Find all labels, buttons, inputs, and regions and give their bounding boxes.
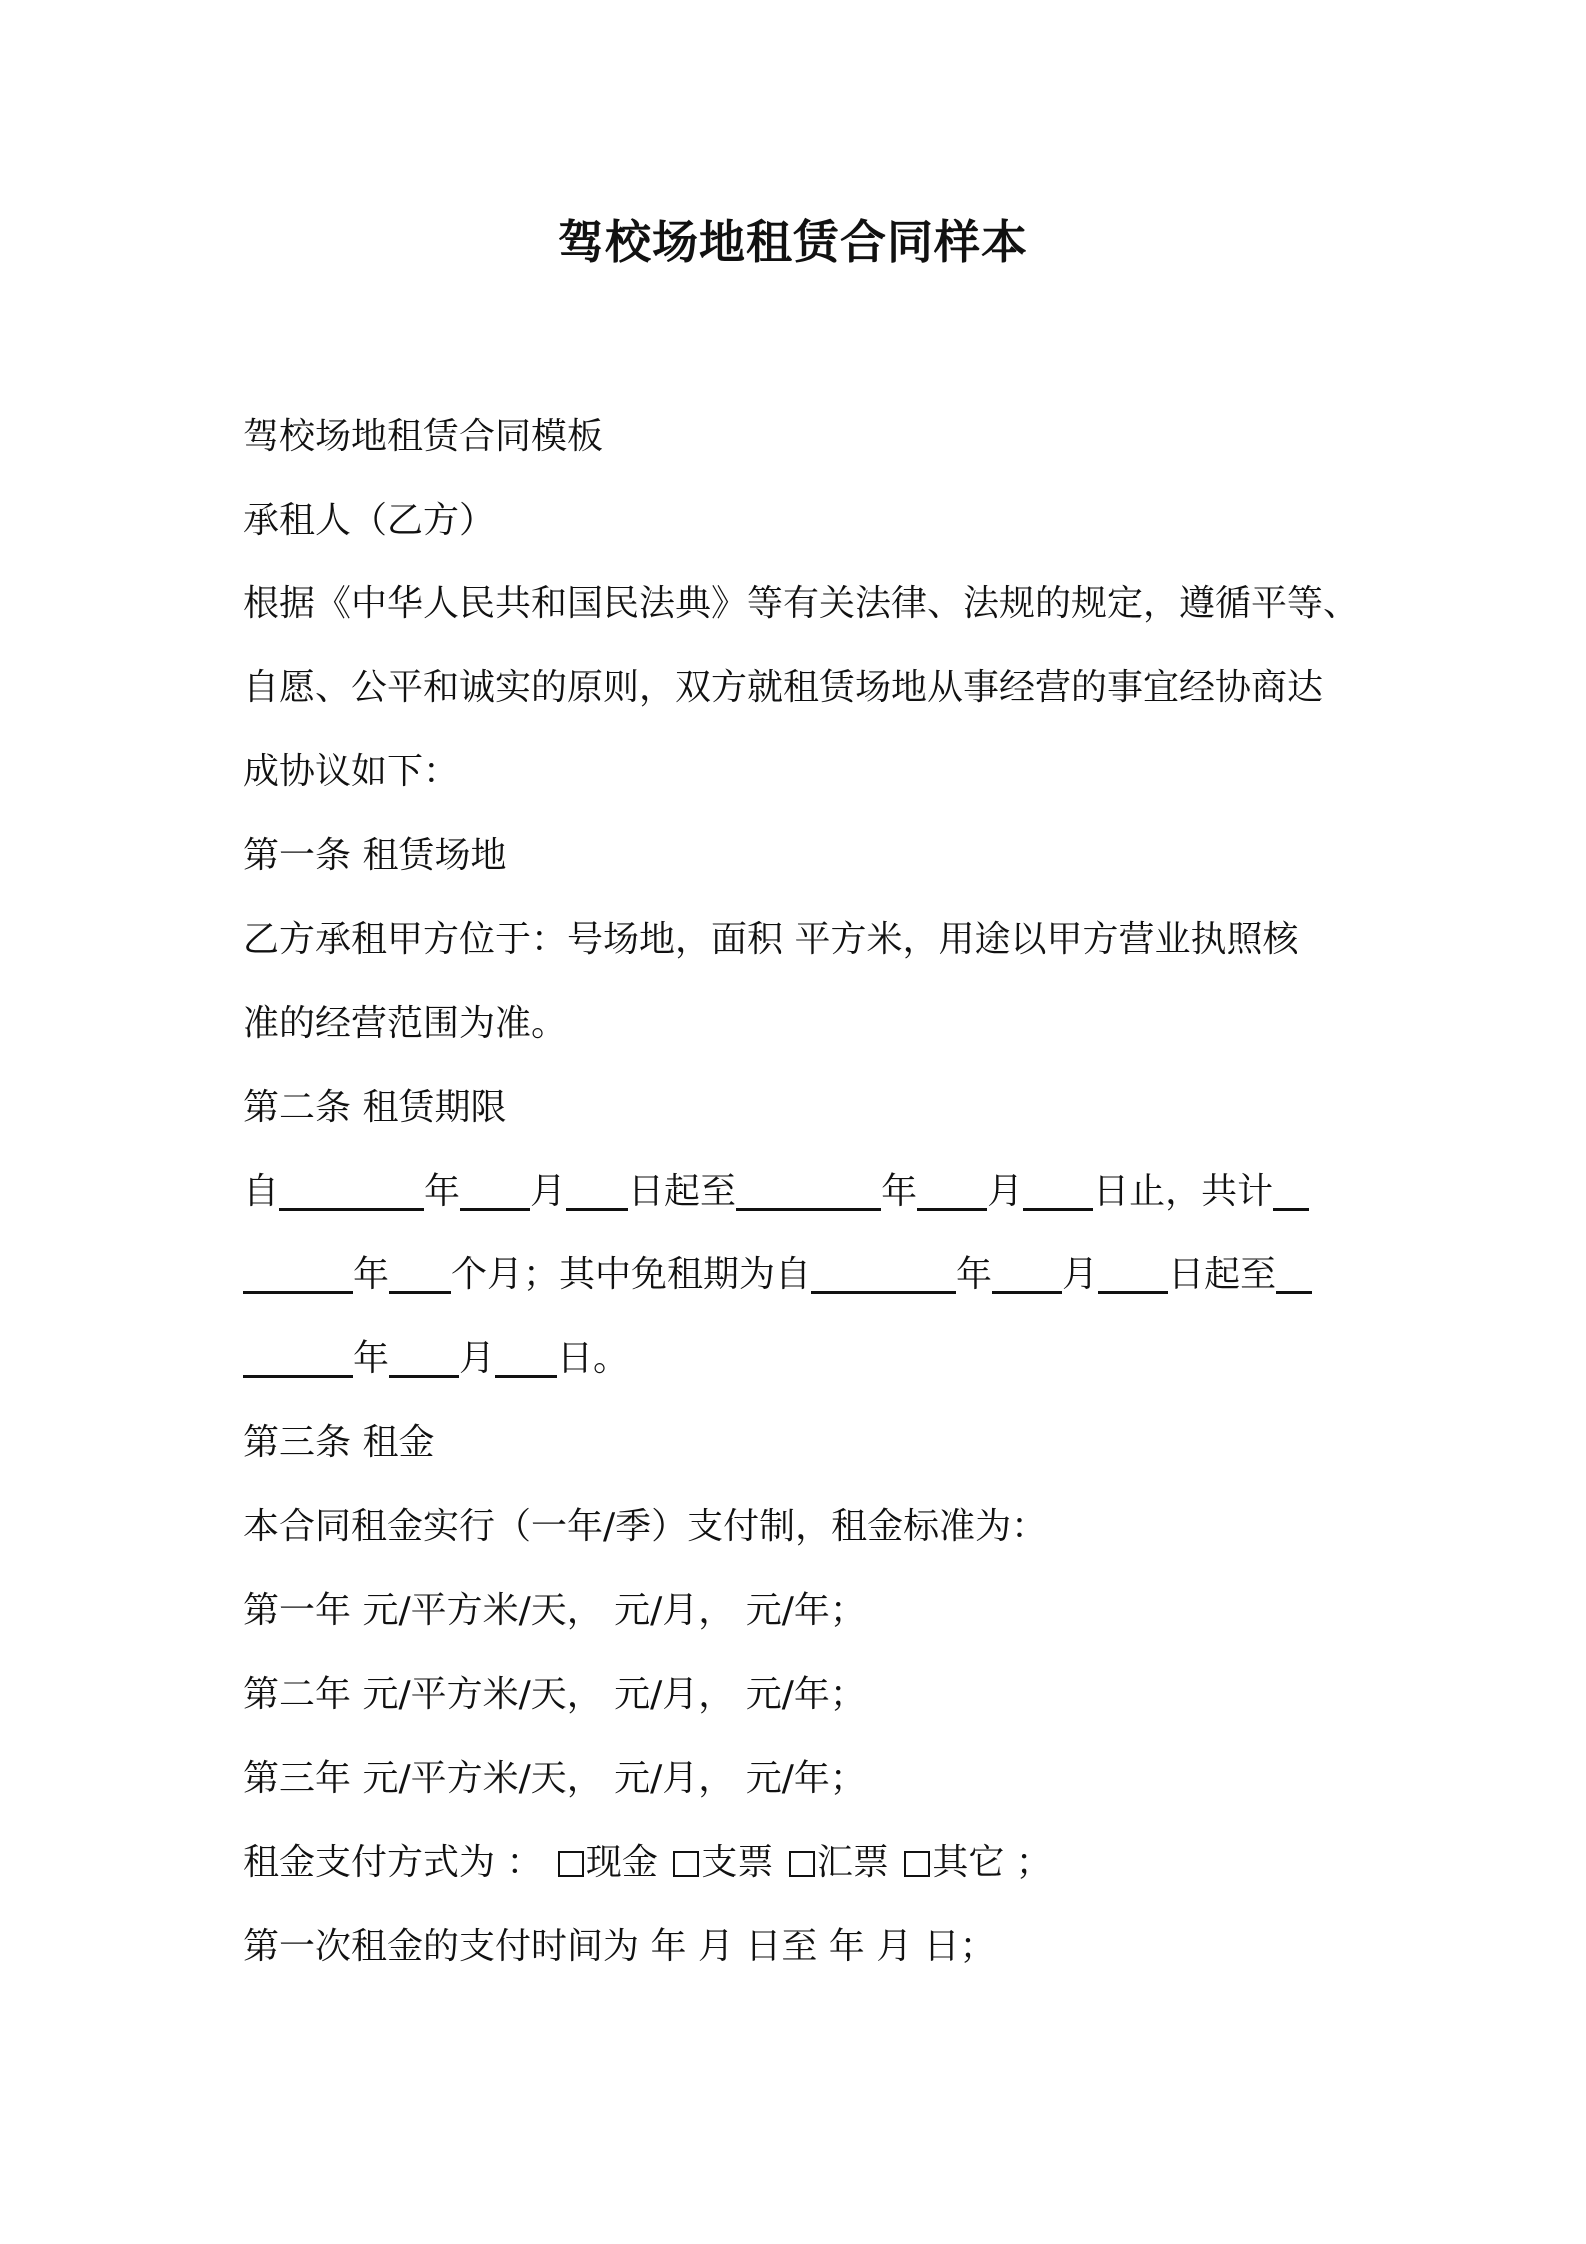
blank-start-year[interactable] [279,1172,424,1211]
intro-line-3: 成协议如下： [243,751,460,792]
blank-start-month[interactable] [460,1172,530,1211]
text-yue: 月 [530,1171,567,1212]
document-subtitle: 驾校场地租赁合同模板 [243,416,604,457]
blank-end-month[interactable] [917,1172,987,1211]
article-1-heading: 第一条 租赁场地 [243,835,507,876]
text-riqizhi: 日起至 [1168,1254,1277,1295]
lease-term-line-3 [243,1332,629,1386]
text-nian: 年 [353,1338,390,1379]
intro-line-1: 根据《中华人民共和国民法典》等有关法律、法规的规定，遵循平等、 [243,583,1360,624]
text-nian: 年 [881,1171,918,1212]
blank-end-day[interactable] [1023,1172,1093,1211]
text-yue: 月 [987,1171,1024,1212]
blank-start-day[interactable] [566,1172,628,1211]
article-1-line-1: 乙方承租甲方位于：号场地，面积 平方米，用途以甲方营业执照核 [243,919,1299,960]
article-3-heading: 第三条 租金 [243,1422,435,1463]
text-rizhi-gongji: 日止，共计 [1093,1171,1274,1212]
checkbox-cash[interactable] [558,1851,584,1877]
blank-total-years[interactable] [243,1255,353,1294]
option-other-label: 其它 [932,1842,1005,1883]
text-nian: 年 [353,1254,390,1295]
text-yue: 月 [1062,1254,1099,1295]
rent-system-line: 本合同租金实行（一年/季）支付制，租金标准为： [243,1506,1048,1547]
blank-free-end-year[interactable] [243,1339,353,1378]
text-zi: 自 [243,1171,280,1212]
blank-free-start-year[interactable] [811,1255,956,1294]
checkbox-draft[interactable] [789,1851,815,1877]
lease-term-line-2 [243,1248,1312,1302]
text-nian: 年 [424,1171,461,1212]
party-b-label: 承租人（乙方） [243,500,496,541]
lease-term-line-1 [243,1165,1309,1219]
rent-year-2: 第二年 元/平方米/天， 元/月， 元/年； [243,1674,866,1715]
first-payment-line: 第一次租金的支付时间为 年 月 日至 年 月 日； [243,1926,996,1967]
payment-method-label: 租金支付方式为 ： [243,1842,543,1883]
document-title: 驾校场地租赁合同样本 [558,215,1028,269]
blank-free-start-month[interactable] [992,1255,1062,1294]
option-check-label: 支票 [701,1842,774,1883]
option-draft-label: 汇票 [816,1842,889,1883]
article-1-line-2: 准的经营范围为准。 [243,1003,568,1044]
blank-free-end-year-start[interactable] [1276,1255,1312,1294]
text-ri-end: 日。 [557,1338,630,1379]
checkbox-check[interactable] [673,1851,699,1877]
text-geyue-mianzu: 个月；其中免租期为自 [451,1254,812,1295]
text-yue: 月 [459,1338,496,1379]
intro-line-2: 自愿、公平和诚实的原则，双方就租赁场地从事经营的事宜经协商达 [243,667,1324,708]
blank-end-year[interactable] [736,1172,881,1211]
text-riqizhi: 日起至 [628,1171,737,1212]
blank-free-end-day[interactable] [495,1339,557,1378]
blank-total-years-start[interactable] [1273,1172,1309,1211]
text-nian: 年 [956,1254,993,1295]
rent-year-1: 第一年 元/平方米/天， 元/月， 元/年； [243,1590,866,1631]
rent-year-3: 第三年 元/平方米/天， 元/月， 元/年； [243,1758,866,1799]
payment-method-end: ； [1015,1842,1052,1883]
checkbox-other[interactable] [904,1851,930,1877]
blank-free-end-month[interactable] [389,1339,459,1378]
article-2-heading: 第二条 租赁期限 [243,1087,507,1128]
option-cash-label: 现金 [585,1842,658,1883]
payment-method-line [243,1836,1052,1890]
blank-free-start-day[interactable] [1098,1255,1168,1294]
blank-total-months[interactable] [389,1255,451,1294]
